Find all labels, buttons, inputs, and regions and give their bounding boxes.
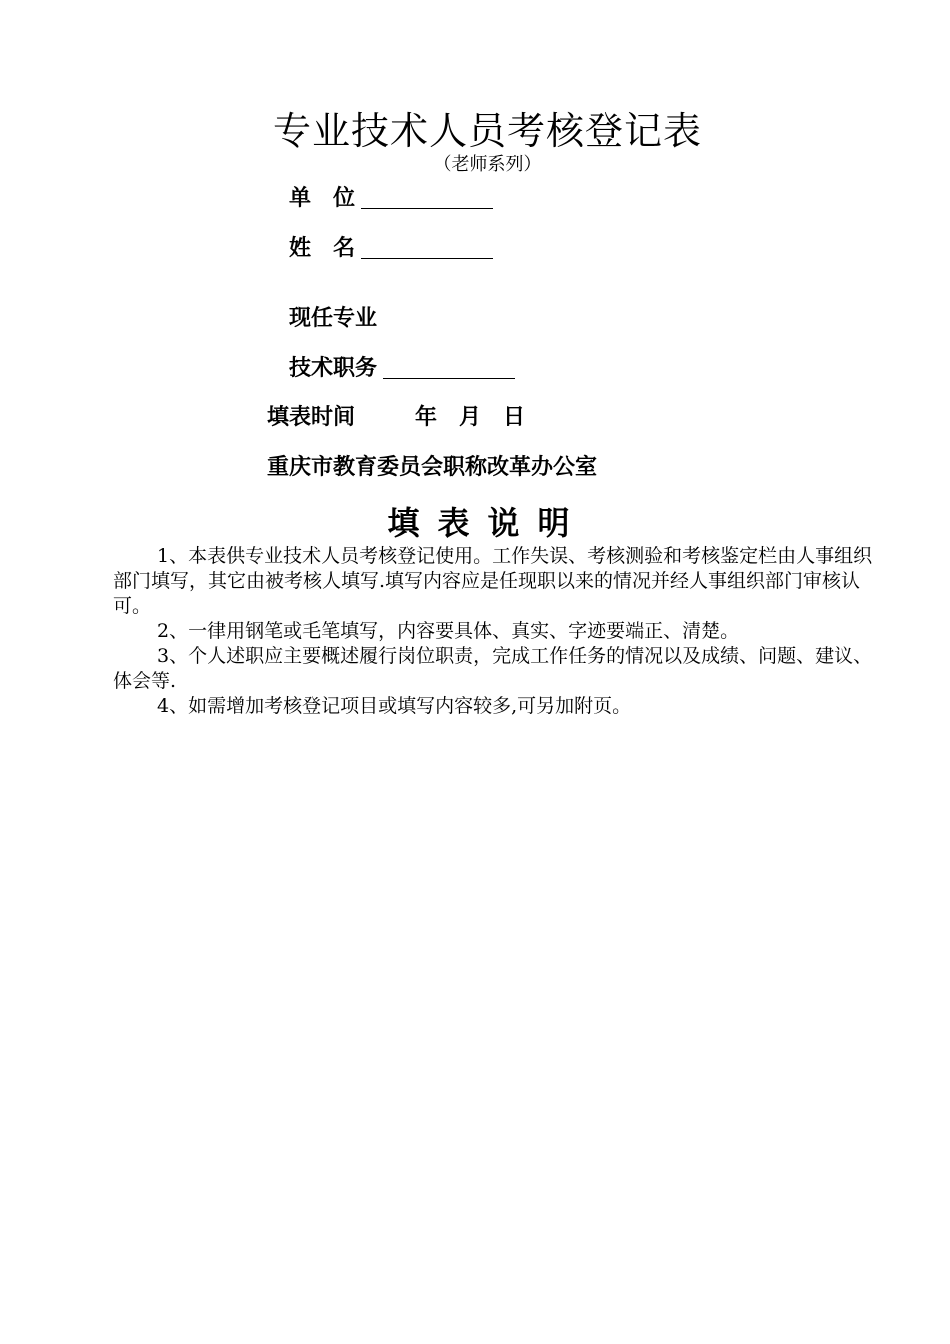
unit-label-2: 位	[333, 186, 356, 211]
unit-label-1: 单	[289, 186, 312, 211]
date-month: 月	[459, 405, 482, 430]
instruction-item: 3、个人述职应主要概述履行岗位职责，完成工作任务的情况以及成绩、问题、建议、体会等.	[113, 645, 873, 692]
date-day: 日	[503, 405, 526, 430]
name-field	[289, 234, 493, 264]
date-label: 填表时间	[267, 405, 356, 430]
date-year: 年	[415, 405, 438, 430]
position-label: 技术职务	[289, 356, 378, 381]
unit-blank[interactable]	[361, 186, 493, 209]
major-label: 现任专业	[289, 306, 378, 331]
instructions-list	[113, 544, 873, 719]
position-field	[289, 354, 515, 384]
issuer: 重庆市教育委员会职称改革办公室	[267, 455, 598, 480]
unit-field	[289, 184, 493, 214]
instruction-item: 4、如需增加考核登记项目或填写内容较多,可另加附页。	[157, 695, 632, 717]
major-field	[289, 304, 377, 334]
page-subtitle: （老师系列）	[433, 154, 542, 175]
name-label-2: 名	[333, 236, 356, 261]
instruction-item: 1、本表供专业技术人员考核登记使用。工作失误、考核测验和考核鉴定栏由人事组织部门填写，其它由被考核人填写.填写内容应是任现职以来的情况并经人事组织部门审核认可。	[113, 545, 873, 617]
name-label-1: 姓	[289, 236, 312, 261]
instructions-heading: 填表说明	[387, 504, 588, 542]
position-blank[interactable]	[383, 356, 515, 379]
date-field	[267, 403, 525, 433]
name-blank[interactable]	[361, 236, 493, 259]
page-title: 专业技术人员考核登记表	[272, 109, 702, 153]
instruction-item: 2、一律用钢笔或毛笔填写，内容要具体、真实、字迹要端正、清楚。	[157, 620, 740, 642]
